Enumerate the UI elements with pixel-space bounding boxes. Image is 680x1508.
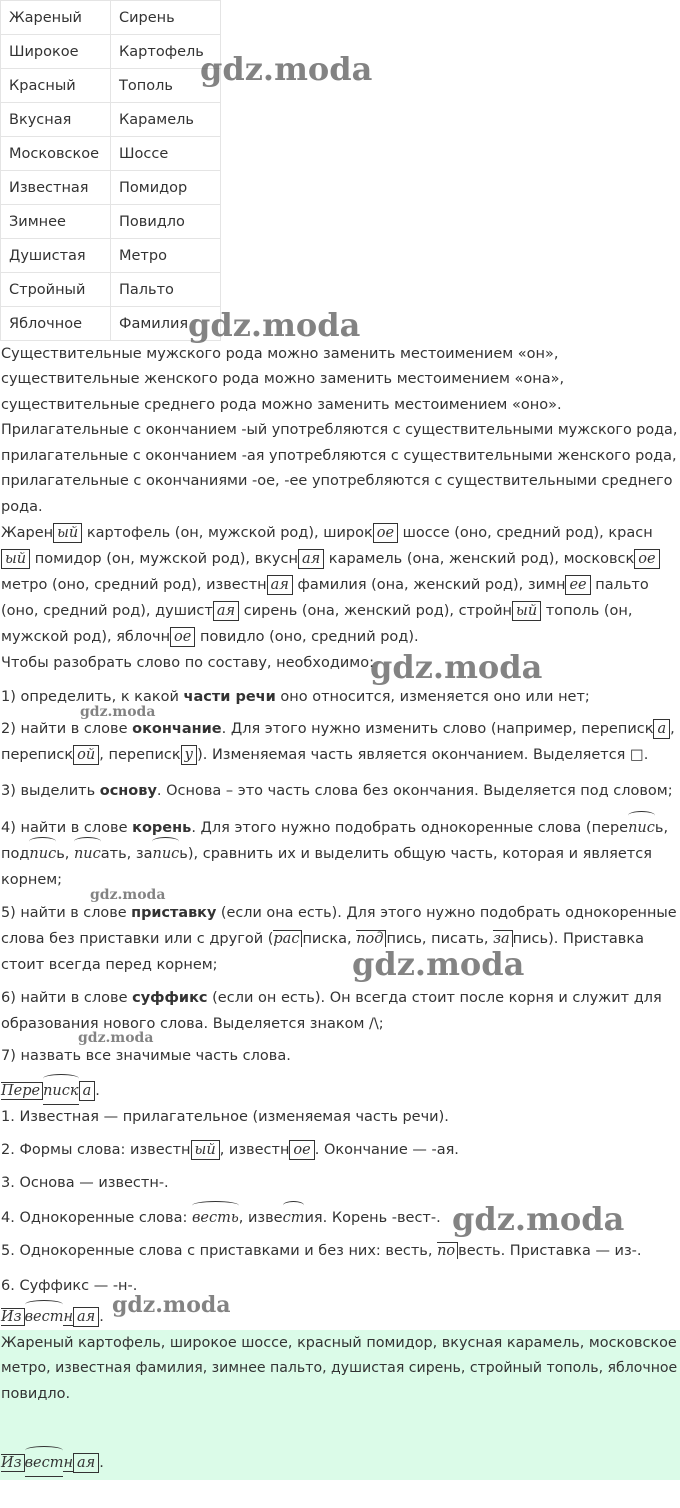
watermark: gdz.moda bbox=[80, 704, 156, 720]
ending-box: ый bbox=[191, 1140, 220, 1160]
noun-cell: Пальто bbox=[111, 273, 221, 307]
pairs-line: ый помидор (он, мужской род), вкусн ая карамель (она, женский род), московск ое bbox=[1, 547, 660, 573]
step-7: 7) назвать все значимые часть слова. bbox=[1, 1048, 291, 1064]
adjective-cell: Зимнее bbox=[1, 205, 111, 239]
intro-line: Прилагательные с окончанием -ый употребляются с существительными мужского рода, bbox=[1, 422, 678, 438]
step-4: 4) найти в слове корень. Для этого нужно подобрать однокоренные слова (перепись, bbox=[1, 815, 668, 841]
noun-cell: Повидло bbox=[111, 205, 221, 239]
watermark: gdz.moda bbox=[188, 306, 361, 344]
watermark: gdz.moda bbox=[90, 887, 166, 903]
table-row bbox=[1, 137, 221, 171]
watermark: gdz.moda bbox=[370, 648, 543, 686]
adjective-cell: Душистая bbox=[1, 239, 111, 273]
noun-cell: Карамель bbox=[111, 103, 221, 137]
adjective-cell: Яблочное bbox=[1, 307, 111, 341]
table-row bbox=[1, 205, 221, 239]
step-5: 5) найти в слове приставку (если она есть). Для этого нужно подобрать однокоренные bbox=[1, 905, 677, 921]
pairs-line: метро (оно, средний род), известн ая фамилия (она, женский род), зимн ее пальто bbox=[1, 577, 649, 593]
ending-box: ая bbox=[267, 575, 293, 595]
pairs-line: Жарен ый картофель (он, мужской род), широк ое шоссе (оно, средний род), красн bbox=[1, 525, 653, 541]
ending-box: ый bbox=[53, 523, 82, 543]
analysis-word: Из вестн ая . bbox=[1, 1304, 104, 1331]
ending-box: ая bbox=[73, 1453, 99, 1473]
pairs-line: (оно, средний род), душист ая сирень (она, женский род), стройн ый тополь (он, bbox=[1, 603, 633, 619]
ending-box: а bbox=[653, 719, 670, 739]
step-4-cont: подпись, писать, запись), сравнить их и выделить общую часть, которая и является bbox=[1, 841, 652, 867]
table-row bbox=[1, 1, 221, 35]
ending-box: ая bbox=[298, 549, 324, 569]
adjective-cell: Московское bbox=[1, 137, 111, 171]
watermark: gdz.moda bbox=[352, 945, 525, 983]
watermark: gdz.moda bbox=[112, 1292, 231, 1318]
ending-box: ая bbox=[213, 601, 239, 621]
ending-box: ое bbox=[170, 627, 195, 647]
answer-line: повидло. bbox=[1, 1386, 71, 1402]
table-row bbox=[1, 103, 221, 137]
noun-cell: Картофель bbox=[111, 35, 221, 69]
noun-cell: Фамилия bbox=[111, 307, 221, 341]
step-2: 2) найти в слове окончание. Для этого нужно изменить слово (например, переписк а , bbox=[1, 721, 675, 737]
ending-box: ая bbox=[73, 1307, 99, 1327]
table-row bbox=[1, 239, 221, 273]
ending-box: ой bbox=[73, 745, 99, 765]
step-2-cont: переписк ой , переписк у ). Изменяемая часть является окончанием. Выделяется □. bbox=[1, 747, 649, 763]
ending-box: у bbox=[181, 745, 197, 765]
analysis-6: 6. Суффикс — -н-. bbox=[1, 1278, 138, 1294]
ending-box: ое bbox=[289, 1140, 314, 1160]
ending-box: ое bbox=[634, 549, 659, 569]
ending-box: ое bbox=[373, 523, 398, 543]
pairs-line: мужской род), яблочн ое повидло (оно, средний род). bbox=[1, 629, 419, 645]
noun-cell: Тополь bbox=[111, 69, 221, 103]
noun-cell: Помидор bbox=[111, 171, 221, 205]
step-6-cont: образования нового слова. Выделяется знаком /\; bbox=[1, 1016, 384, 1032]
intro-line: прилагательные с окончанием -ая употребляются с существительными женского рода, bbox=[1, 448, 677, 464]
intro-line: существительные женского рода можно заменить местоимением «она», bbox=[1, 371, 565, 387]
noun-cell: Шоссе bbox=[111, 137, 221, 171]
analysis-4: 4. Однокоренные слова: весть, известия. Корень -вест-. bbox=[1, 1205, 441, 1231]
answer-word: Из вестн ая . bbox=[1, 1450, 104, 1477]
ending-box: ее bbox=[565, 575, 590, 595]
intro-line: Существительные мужского рода можно заменить местоимением «он», bbox=[1, 346, 559, 362]
step-5-end: стоит всегда перед корнем; bbox=[1, 957, 218, 973]
adjective-cell: Вкусная bbox=[1, 103, 111, 137]
answer-line: Жареный картофель, широкое шоссе, красный помидор, вкусная карамель, московское bbox=[1, 1335, 677, 1351]
ending-box: а bbox=[79, 1081, 96, 1101]
example-word: Пере писк а . bbox=[1, 1078, 100, 1105]
analysis-3: 3. Основа — известн-. bbox=[1, 1175, 169, 1191]
ending-box: ый bbox=[1, 549, 30, 569]
watermark: gdz.moda bbox=[200, 50, 373, 88]
intro-line: существительные среднего рода можно заменить местоимением «оно». bbox=[1, 397, 562, 413]
step-5-cont: слова без приставки или с другой (рас писка, под пись, писать, за пись). Приставка bbox=[1, 931, 644, 947]
table-row bbox=[1, 171, 221, 205]
adjective-cell: Стройный bbox=[1, 273, 111, 307]
steps-heading: Чтобы разобрать слово по составу, необходимо: bbox=[1, 655, 374, 671]
adjective-cell: Широкое bbox=[1, 35, 111, 69]
step-1: 1) определить, к какой части речи оно относится, изменяется оно или нет; bbox=[1, 689, 590, 705]
step-3: 3) выделить основу. Основа – это часть слова без окончания. Выделяется под словом; bbox=[1, 783, 673, 799]
table-row bbox=[1, 273, 221, 307]
answer-line: метро, известная фамилия, зимнее пальто, душистая сирень, стройный тополь, яблочное bbox=[1, 1360, 678, 1376]
watermark: gdz.moda bbox=[452, 1200, 625, 1238]
noun-cell: Сирень bbox=[111, 1, 221, 35]
words-table bbox=[0, 0, 221, 341]
analysis-2: 2. Формы слова: известн ый , известн ое . Окончание — -ая. bbox=[1, 1142, 459, 1158]
step-4-end: корнем; bbox=[1, 872, 63, 888]
intro-line: прилагательные с окончаниями -ое, -ее употребляются с существительными среднего bbox=[1, 473, 673, 489]
noun-cell: Метро bbox=[111, 239, 221, 273]
intro-line: рода. bbox=[1, 499, 43, 515]
table-row bbox=[1, 69, 221, 103]
analysis-1: 1. Известная — прилагательное (изменяемая часть речи). bbox=[1, 1109, 449, 1125]
adjective-cell: Красный bbox=[1, 69, 111, 103]
ending-box: ый bbox=[512, 601, 541, 621]
table-row bbox=[1, 35, 221, 69]
watermark: gdz.moda bbox=[78, 1030, 154, 1046]
step-6: 6) найти в слове суффикс (если он есть). Он всегда стоит после корня и служит для bbox=[1, 990, 662, 1006]
adjective-cell: Известная bbox=[1, 171, 111, 205]
adjective-cell: Жареный bbox=[1, 1, 111, 35]
analysis-5: 5. Однокоренные слова с приставками и без них: весть, по весть. Приставка — из-. bbox=[1, 1243, 642, 1259]
